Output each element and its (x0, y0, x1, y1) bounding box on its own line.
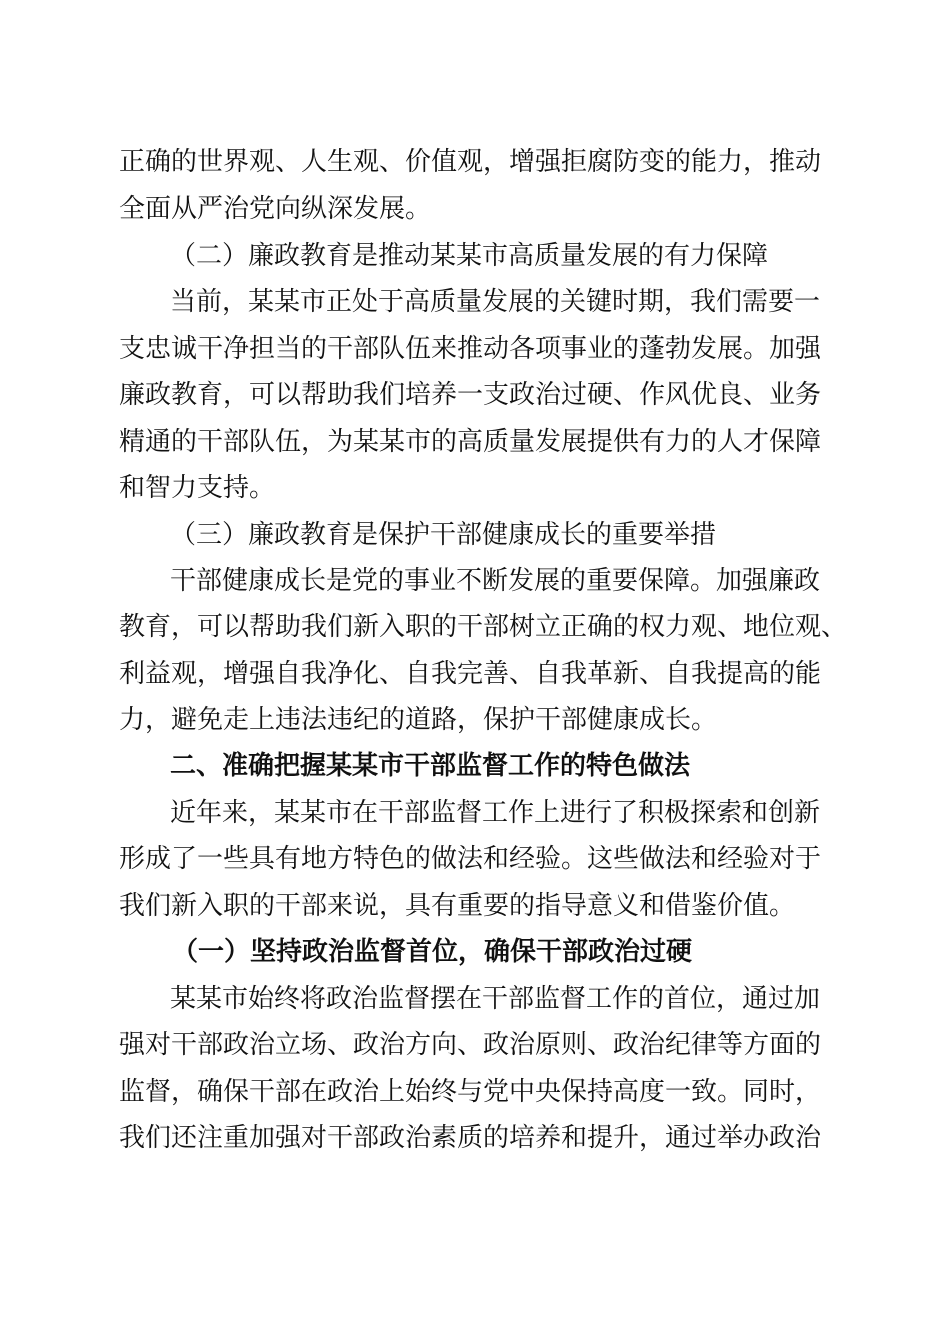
paragraph-line: 当前，某某市正处于高质量发展的关键时期，我们需要一 (170, 287, 821, 317)
paragraph-line: 精通的干部队伍，为某某市的高质量发展提供有力的人才保障 (119, 427, 822, 457)
paragraph-line: 监督，确保干部在政治上始终与党中央保持高度一致。同时， (119, 1077, 822, 1107)
paragraph-line: 支忠诚干净担当的干部队伍来推动各项事业的蓬勃发展。加强 (119, 334, 822, 364)
paragraph-line: 全面从严治党向纵深发展。 (119, 194, 432, 224)
paragraph-line: 和智力支持。 (119, 473, 276, 503)
paragraph-line: 我们还注重加强对干部政治素质的培养和提升，通过举办政治 (119, 1123, 822, 1153)
section-heading: （二）廉政教育是推动某某市高质量发展的有力保障 (170, 241, 769, 271)
paragraph-line: 我们新入职的干部来说，具有重要的指导意义和借鉴价值。 (119, 891, 796, 921)
section-heading: （一）坚持政治监督首位，确保干部政治过硬 (172, 937, 693, 967)
paragraph-line: 形成了一些具有地方特色的做法和经验。这些做法和经验对于 (119, 844, 822, 874)
paragraph-line: 强对干部政治立场、政治方向、政治原则、政治纪律等方面的 (119, 1030, 822, 1060)
section-heading: （三）廉政教育是保护干部健康成长的重要举措 (170, 520, 717, 550)
paragraph-line: 廉政教育，可以帮助我们培养一支政治过硬、作风优良、业务 (119, 380, 822, 410)
paragraph-line: 利益观，增强自我净化、自我完善、自我革新、自我提高的能 (119, 659, 822, 689)
paragraph-line: 干部健康成长是党的事业不断发展的重要保障。加强廉政 (170, 566, 821, 596)
paragraph-line: 近年来，某某市在干部监督工作上进行了积极探索和创新 (170, 798, 821, 828)
chapter-heading: 二、准确把握某某市干部监督工作的特色做法 (170, 751, 691, 781)
paragraph-line: 力，避免走上违法违纪的道路，保护干部健康成长。 (119, 705, 718, 735)
paragraph-line: 某某市始终将政治监督摆在干部监督工作的首位，通过加 (170, 984, 821, 1014)
paragraph-line: 正确的世界观、人生观、价值观，增强拒腐防变的能力，推动 (119, 147, 822, 177)
paragraph-line: 教育，可以帮助我们新入职的干部树立正确的权力观、地位观、 (119, 612, 848, 642)
